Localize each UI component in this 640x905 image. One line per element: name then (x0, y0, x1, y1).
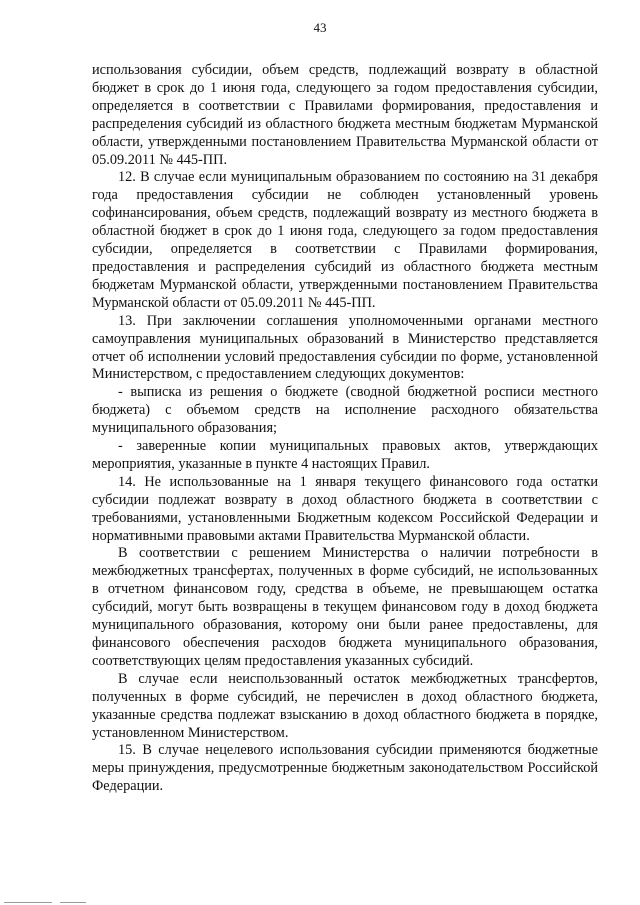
paragraph-item-12: 12. В случае если муниципальным образованием по состоянию на 31 декабря года предоставления субсидии не соблюден установленный уровень софинансирования, объем средств, подлежащий возврату из местного бюджета в областной бюджет в срок до 1 июня года, следующего за годом предоставления субсидии, определяется в соответствии с Правилами формирования, предоставления и распределения субсидий из областного бюджета местным бюджетам Мурманской области, утвержденными постановлением Правительства Мурманской области от 05.09.2011 № 445-ПП. (92, 169, 598, 311)
scan-artifact-line (4, 902, 52, 903)
paragraph-return-decision: В соответствии с решением Министерства о наличии потребности в межбюджетных трансфертах, полученных в форме субсидий, не использованных в отчетном финансовом году, средства в объеме, не превышающем остатка субсидий, могут быть возвращены в текущем финансовом году в доход бюджета муниципального образования, которому они были ранее предоставлены, для финансового обеспечения расходов бюджета муниципального образования, соответствующих целям предоставления указанных субсидий. (92, 545, 598, 669)
paragraph-continuation: использования субсидии, объем средств, подлежащий возврату в областной бюджет в срок до 1 июня года, следующего за годом предоставления субсидии, определяется в соответствии с Правилами формирования, предоставления и распределения субсидий из областного бюджета местным бюджетам Мурманской области, утвержденными постановлением Правительства Мурманской области от 05.09.2011 № 445-ПП. (92, 62, 598, 168)
document-text (92, 62, 598, 796)
paragraph-item-13: 13. При заключении соглашения уполномоченными органами местного самоуправления муниципальных образований в Министерство представляется отчет об исполнении условий предоставления субсидии по форме, установленной Министерством, с предоставлением следующих документов: (92, 312, 598, 383)
paragraph-item-15: 15. В случае нецелевого использования субсидии применяются бюджетные меры принуждения, предусмотренные бюджетным законодательством Российской Федерации. (92, 742, 598, 795)
paragraph-item-14: 14. Не использованные на 1 января текущего финансового года остатки субсидии подлежат возврату в доход областного бюджета в соответствии с требованиями, установленными Бюджетным кодексом Российской Федерации и нормативными правовыми актами Правительства Мурманской области. (92, 473, 598, 544)
paragraph-recovery: В случае если неиспользованный остаток межбюджетных трансфертов, полученных в форме субсидий, не перечислен в доход областного бюджета, указанные средства подлежат взысканию в доход областного бюджета в порядке, установленном Министерством. (92, 670, 598, 741)
scan-artifact-line (60, 902, 86, 903)
list-item-legal-acts: - заверенные копии муниципальных правовых актов, утверждающих мероприятия, указанные в пункте 4 настоящих Правил. (92, 438, 598, 472)
list-item-budget-extract: - выписка из решения о бюджете (сводной бюджетной росписи местного бюджета) с объемом средств на исполнение расходного обязательства муниципального образования; (92, 384, 598, 437)
page-number: 43 (313, 20, 327, 35)
